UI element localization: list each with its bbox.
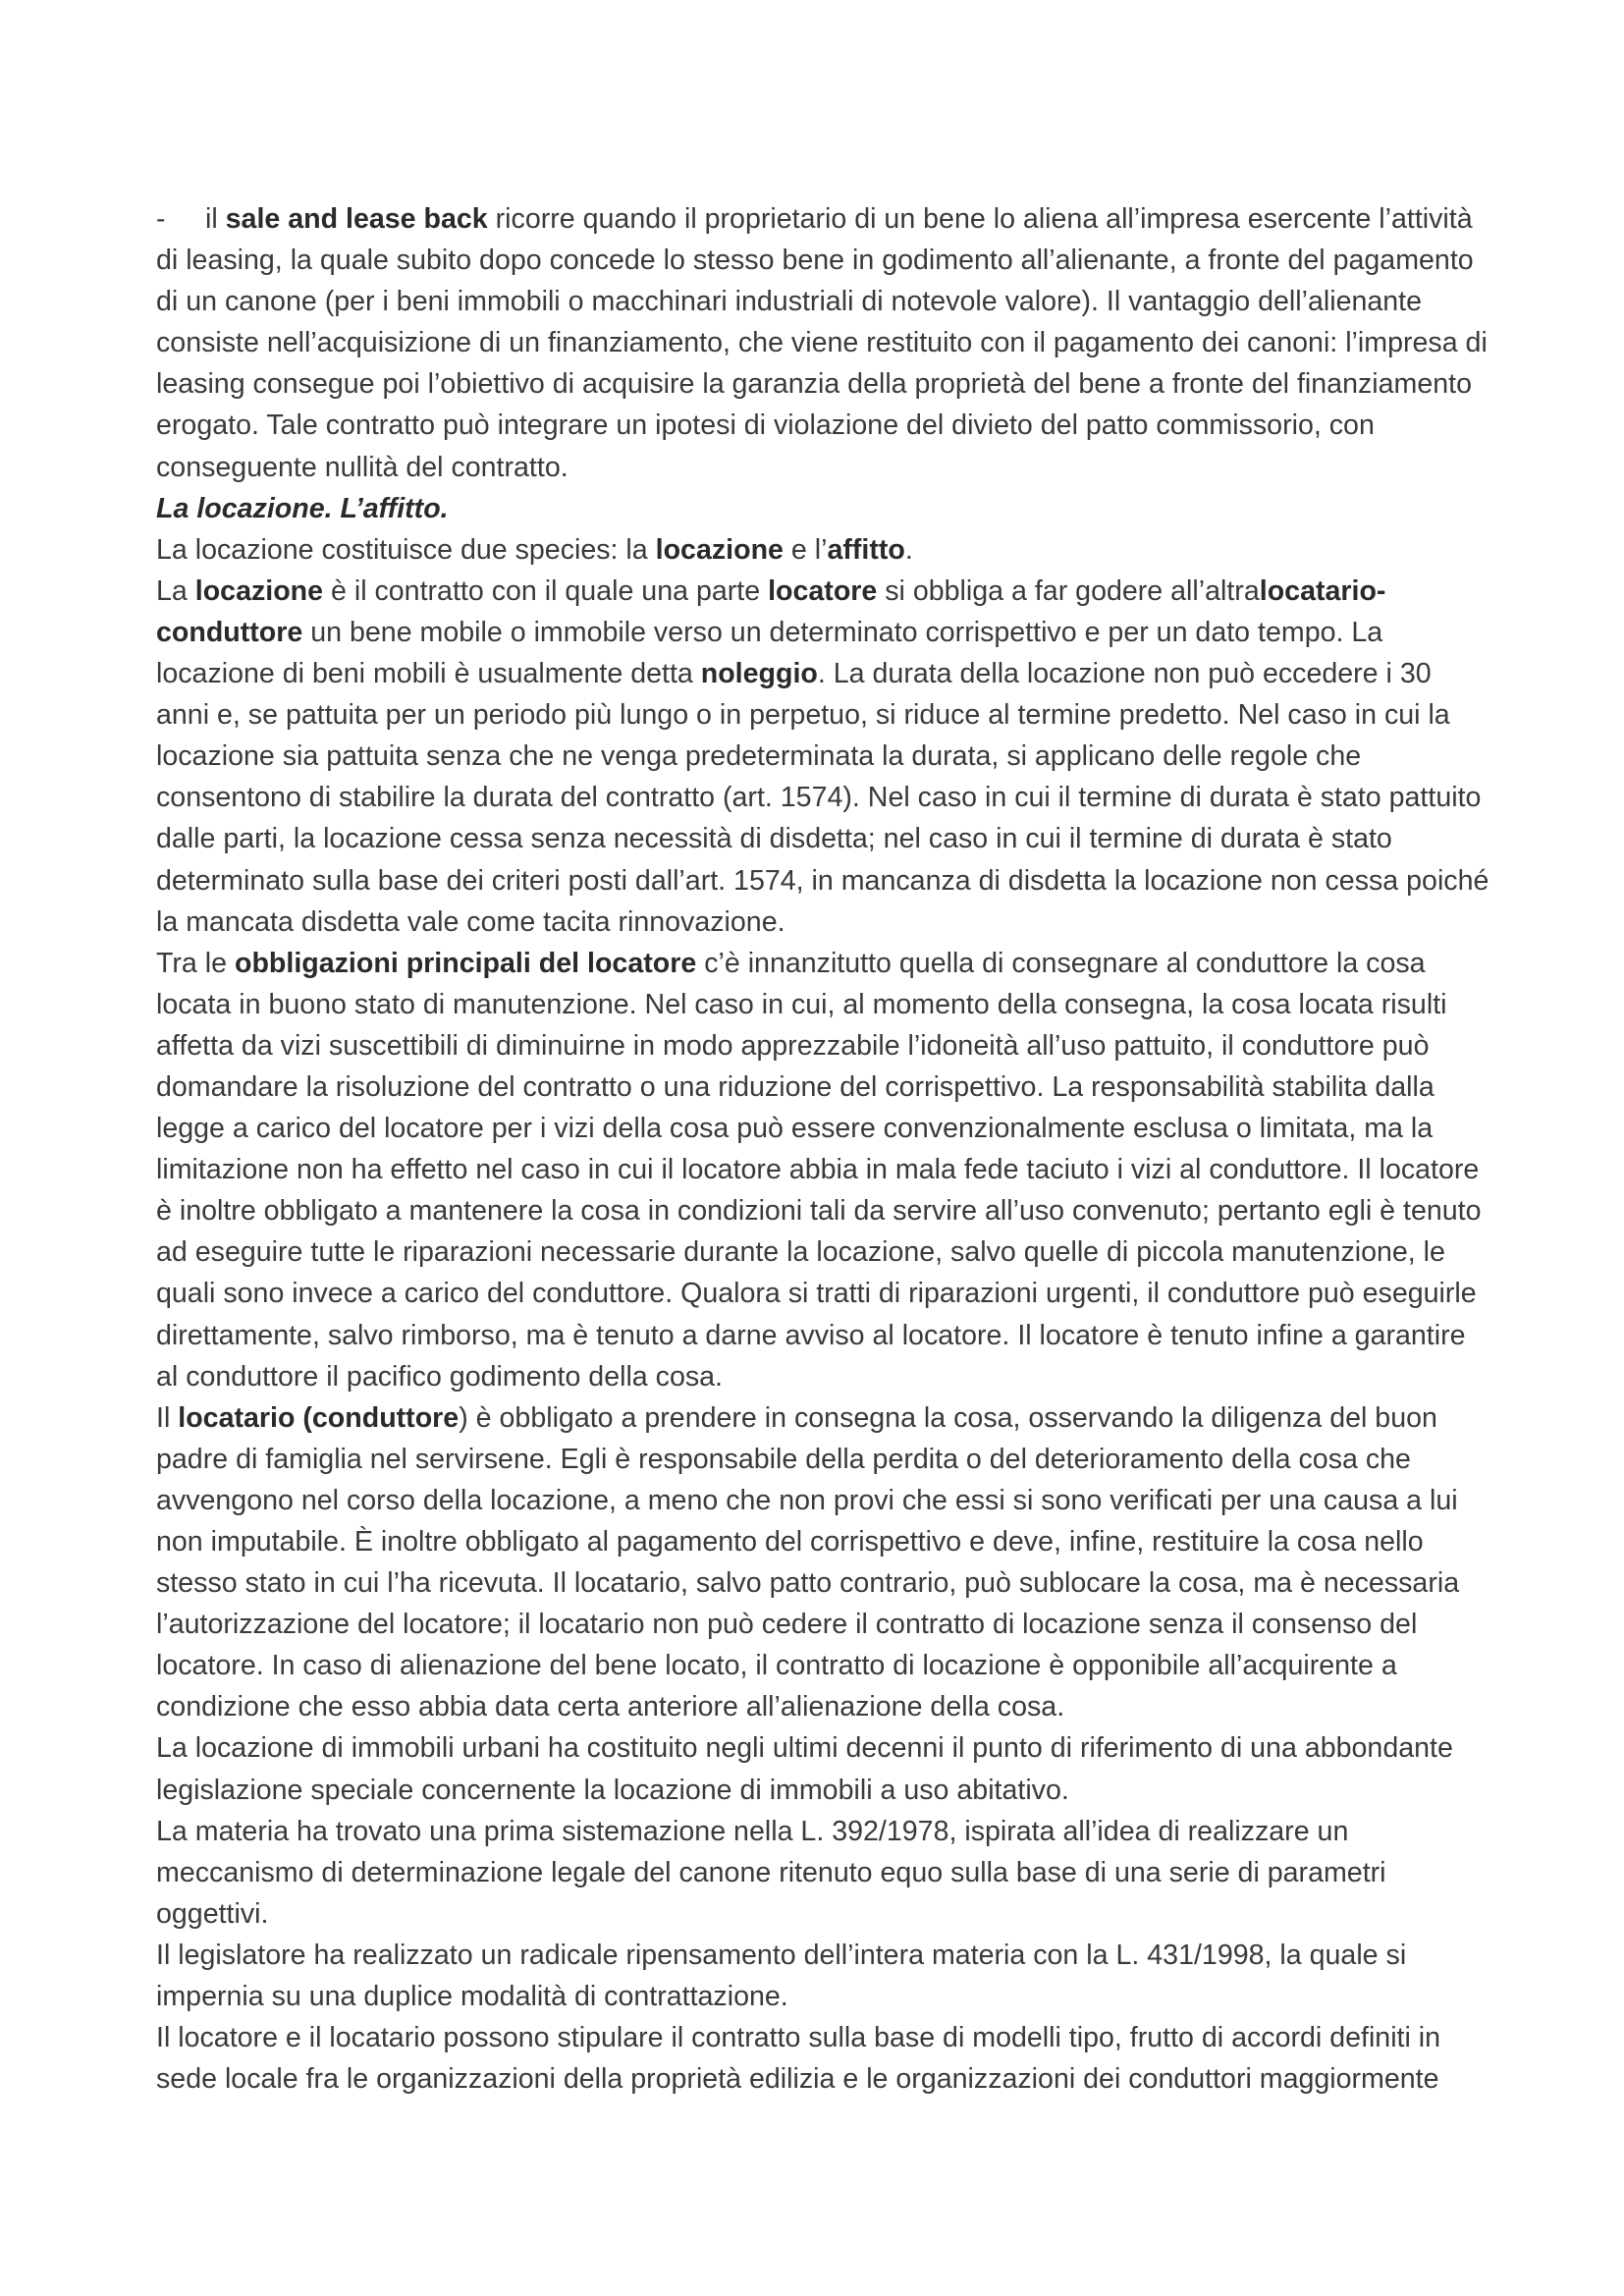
bold-term: locatore	[768, 574, 878, 607]
text-run: e l’	[783, 533, 828, 566]
paragraph-species	[156, 529, 1491, 571]
text-run: La locazione costituisce due species: la	[156, 533, 656, 566]
text-run: ) è obbligato a prendere in consegna la cosa, osservando la diligenza del buon padre di famiglia nel servirsene. Egli è responsabile della perdita o del deterioramento della cosa che avvengono nel corso della locazione, a meno che non provi che essi si sono verificati per una causa a lui non imputabile. È inoltre obbligato al pagamento del corrispettivo e deve, infine, restituire la cosa nello stesso stato in cui l’ha ricevuta. Il locatario, salvo patto contrario, può sublocare la cosa, ma è necessaria l’autorizzazione del locatore; il locatario non può cedere il contratto di locazione senza il consenso del locatore. In caso di alienazione del bene locato, il contratto di locazione è opponibile all’acquirente a condizione che esso abbia data certa anteriore all’alienazione della cosa.	[156, 1401, 1460, 1723]
bold-term: noleggio	[700, 658, 818, 690]
text-run: . La durata della locazione non può eccedere i 30 anni e, se pattuita per un periodo più lungo o in perpetuo, si riduce al termine predetto. Nel caso in cui la locazione sia pattuita senza che ne venga predeterminata la durata, si applicano delle regole che consentono di stabilire la durata del contratto (art. 1574). Nel caso in cui il termine di durata è stato pattuito dalle parti, la locazione cessa senza necessità di disdetta; nel caso in cui il termine di durata è stato determinato sulla base dei criteri posti dall’art. 1574, in mancanza di disdetta la locazione non cessa poiché la mancata disdetta vale come tacita rinnovazione.	[156, 658, 1489, 938]
text-run: il	[205, 203, 226, 235]
bold-term: locatario (conduttore	[178, 1401, 460, 1434]
text-run: è il contratto con il quale una parte	[323, 574, 769, 607]
paragraph-immobili-urbani: La locazione di immobili urbani ha costituito negli ultimi decenni il punto di riferimento di una abbondante legislazione speciale concernente la locazione di immobili a uso abitativo.	[156, 1732, 1453, 1806]
bold-term: obbligazioni principali del locatore	[234, 947, 697, 979]
text-run: La	[156, 574, 195, 607]
paragraph-legge-392-1978: La materia ha trovato una prima sistemazione nella L. 392/1978, ispirata all’idea di realizzare un meccanismo di determinazione legale del canone ritenuto equo sulla base di una serie di parametri oggettivi.	[156, 1815, 1386, 1930]
paragraph-locazione-definition	[156, 571, 1491, 943]
bold-term: locazione	[655, 533, 784, 566]
paragraph-obblighi-conduttore	[156, 1397, 1491, 1728]
text-run: Il	[156, 1401, 179, 1434]
text-run: .	[904, 533, 913, 566]
text-run: c’è innanzitutto quella di consegnare al conduttore la cosa locata in buono stato di manutenzione. Nel caso in cui, al momento della consegna, la cosa locata risulti affetta da vizi suscettibili di diminuirne in modo apprezzabile l’idoneità all’uso pattuito, il conduttore può domandare la risoluzione del contratto o una riduzione del corrispettivo. La responsabilità stabilita dalla legge a carico del locatore per i vizi della cosa può essere convenzionalmente esclusa o limitata, ma la limitazione non ha effetto nel caso in cui il locatore abbia in mala fede taciuto i vizi al conduttore. Il locatore è inoltre obbligato a mantenere la cosa in condizioni tali da servire all’uso convenuto; pertanto egli è tenuto ad eseguire tutte le riparazioni necessarie durante la locazione, salvo quelle di piccola manutenzione, le quali sono invece a carico del conduttore. Qualora si tratti di riparazioni urgenti, il conduttore può eseguirle direttamente, salvo rimborso, ma è tenuto a darne avviso al locatore. Il locatore è tenuto infine a garantire al conduttore il pacifico godimento della cosa.	[156, 947, 1482, 1393]
document-body	[156, 198, 1491, 2100]
text-run: ricorre quando il proprietario di un bene lo aliena all’impresa esercente l’attività di leasing, la quale subito dopo concede lo stesso bene in godimento all’alienante, a fronte del pagamento di un canone (per i beni immobili o macchinari industriali di notevole valore). Il vantaggio dell’alienante consiste nell’acquisizione di un finanziamento, che viene restituito con il pagamento dei canoni: l’impresa di leasing consegue poi l’obiettivo di acquisire la garanzia della proprietà del bene a fronte del finanziamento erogato. Tale contratto può integrare un ipotesi di violazione del divieto del patto commissorio, con conseguente nullità del contratto.	[156, 203, 1488, 483]
section-heading: La locazione. L’affitto.	[156, 492, 449, 524]
text-run: Tra le	[156, 947, 235, 979]
bold-term: sale and lease back	[225, 203, 488, 235]
paragraph-modelli-tipo: Il locatore e il locatario possono stipulare il contratto sulla base di modelli tipo, frutto di accordi definiti in sede locale fra le organizzazioni della proprietà edilizia e le organizzazioni dei conduttori maggiormente	[156, 2022, 1441, 2096]
text-run: si obbliga a far godere all’altra	[877, 574, 1260, 607]
text-run: un bene mobile o immobile verso un determinato corrispettivo e per un dato tempo. La locazione di beni mobili è usualmente detta	[156, 616, 1383, 690]
paragraph-obbligazioni-locatore	[156, 943, 1491, 1397]
paragraph-legge-431-1998: Il legislatore ha realizzato un radicale ripensamento dell’intera materia con la L. 431/1998, la quale si impernia su una duplice modalità di contrattazione.	[156, 1939, 1407, 2013]
bullet-marker: -	[156, 203, 166, 235]
bold-term: affitto	[827, 533, 905, 566]
bold-term: locatario-conduttore	[156, 574, 1386, 648]
bullet-paragraph-sale-and-lease-back	[156, 198, 1491, 488]
bold-term: locazione	[194, 574, 324, 607]
